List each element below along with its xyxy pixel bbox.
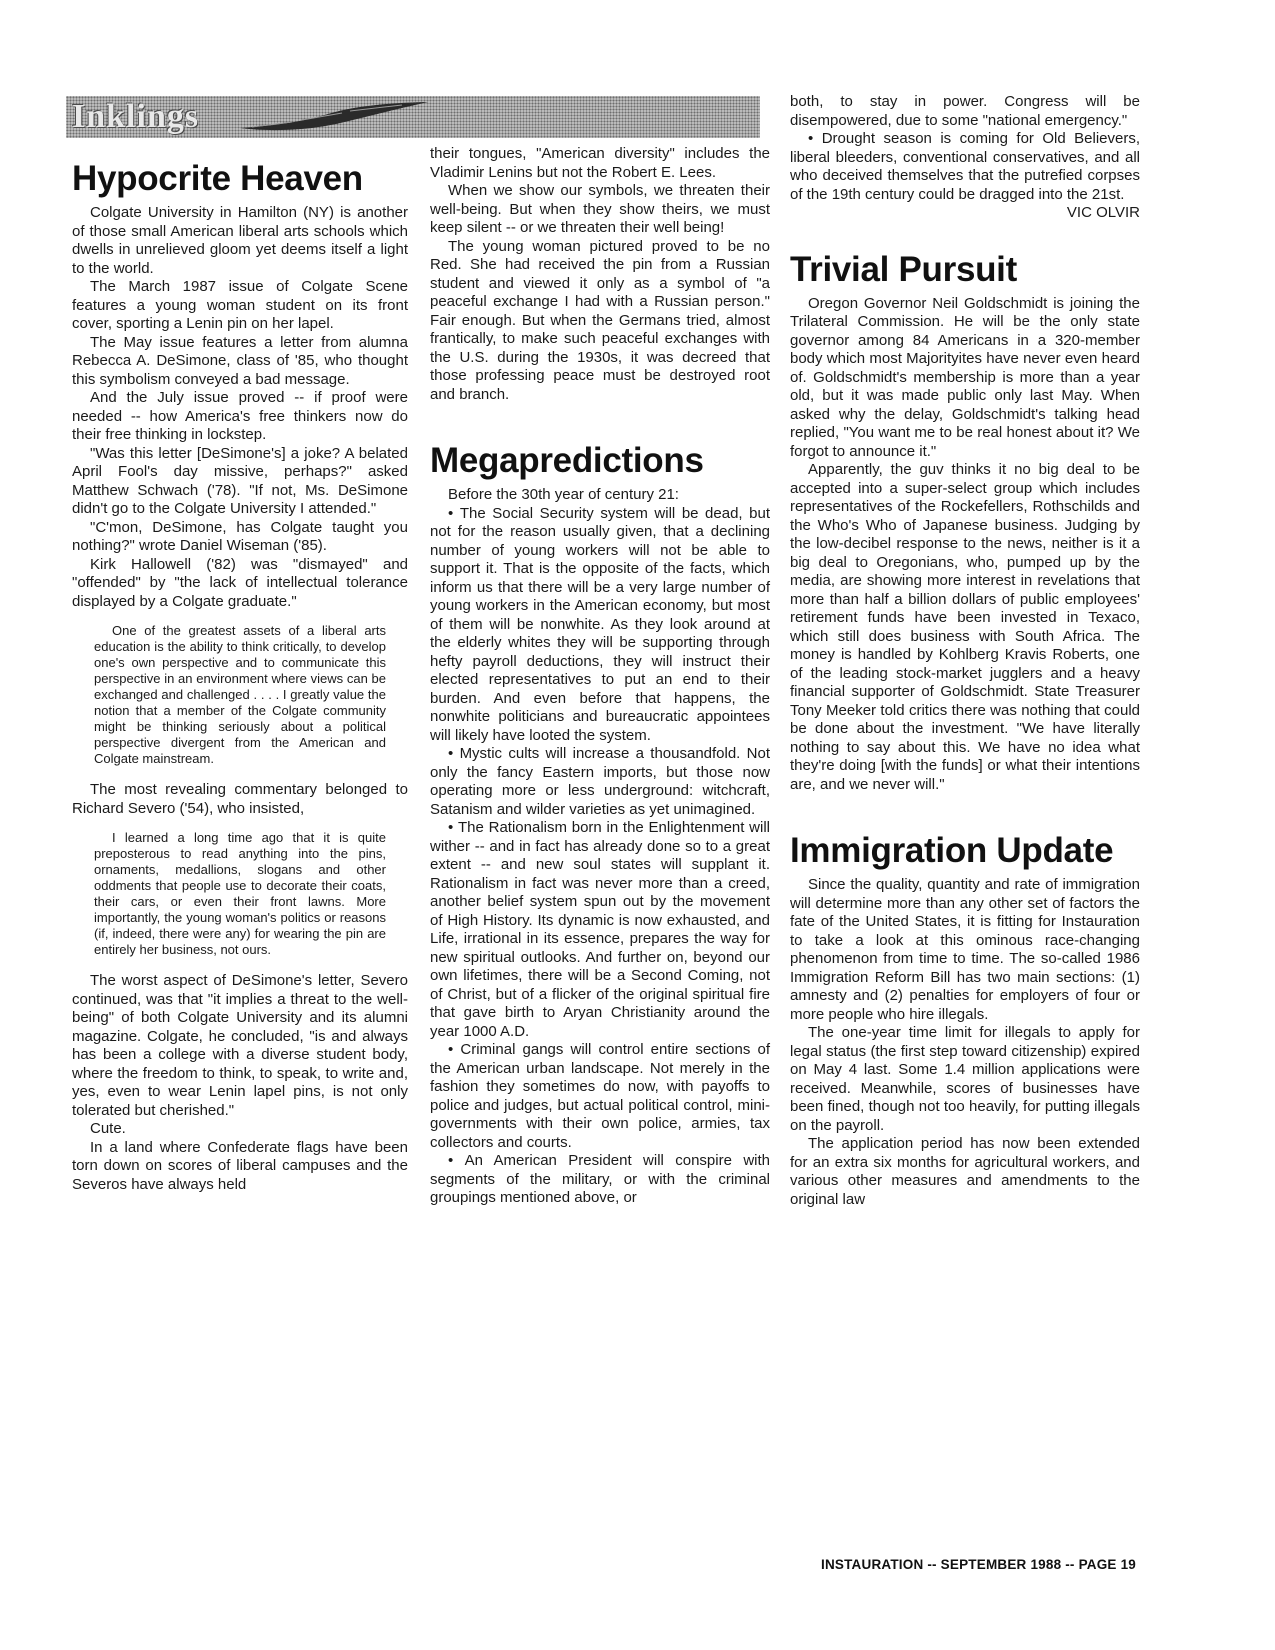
paragraph: "Was this letter [DeSimone's] a joke? A belated April Fool's day missive, perhaps?" asked Matthew Schwach ('78). "If not, Ms. DeSimone didn't go to the Colgate University I attended.": [72, 444, 408, 517]
paragraph: When we show our symbols, we threaten their well-being. But when they show theirs, we must keep silent -- or we threaten their well being!: [430, 182, 770, 236]
paragraph: "C'mon, DeSimone, has Colgate taught you nothing?" wrote Daniel Wiseman ('85).: [72, 518, 408, 554]
banner-label: Inklings: [72, 98, 200, 135]
bullet-paragraph: • The Rationalism born in the Enlightenment will wither -- and in fact has already done so to a great extent -- and new soul states will supplant it. Rationalism in fact was never more than a creed, another belief system spun out by the movement of High History. Its dynamic is now exhausted, and Life, irrational in its essence, prepares the way for new spiritual outlooks. And further on, beyond our own lifetimes, there will be a Second Coming, not of Christ, but of a flicker of the original spiritual fire that gave birth to Aryan Christianity around the year 1000 A.D.: [430, 819, 770, 1041]
article-title-trivial-pursuit: Trivial Pursuit: [790, 249, 1017, 289]
paragraph: The May issue features a letter from alumna Rebecca A. DeSimone, class of '85, who thought this symbolism conveyed a bad message.: [72, 333, 408, 388]
paragraph: The March 1987 issue of Colgate Scene features a young woman student on its front cover, sporting a Lenin pin on her lapel.: [72, 278, 408, 332]
bullet-paragraph: • Drought season is coming for Old Believers, liberal bleeders, conventional conservatives, and all who deceived themselves that the putrefied corpses of the 19th century could be dragged into the 21st.: [790, 130, 1140, 204]
paragraph: The most revealing commentary belonged to Richard Severo ('54), who insisted,: [72, 781, 408, 817]
section-banner: [66, 96, 760, 138]
paragraph: And the July issue proved -- if proof were needed -- how America's free thinkers now do their free thinking in lockstep.: [72, 389, 408, 443]
paragraph: Apparently, the guv thinks it no big deal to be accepted into a super-select group which includes representatives of the Rockefellers, Rothschilds and the Who's Who of Japanese business. Judging by the low-decibel response to the news, neither is it a big deal to Oregonians, who, pumped up by the media, are showing more interest in revelations that more than half a billion dollars of public employees' retirement funds have been invested in Texaco, which still does business with South Africa. The money is handled by Kohlberg Kravis Roberts, one of the leading stock-market jugglers and a heavy financial supporter of Goldschmidt. State Treasurer Tony Meeker told critics there was nothing that could be done about the investment. "We have literally nothing to say about this. We have no idea what they're doing [with the funds] or what their intentions are, and we never will.": [790, 461, 1140, 793]
article-title-hypocrite-heaven: Hypocrite Heaven: [72, 159, 363, 198]
bullet-paragraph: • The Social Security system will be dead, but not for the reason usually given, that a declining number of young workers will not be able to support it. That is the opposite of the facts, which inform us that there will be a very large number of young workers in the American economy, but most of them will be nonwhite. As they look around at the elderly whites they will be supporting through hefty payroll deductions, they will instruct their elected representatives to put an end to their burden. And even before that happens, the nonwhite politicians and bureaucratic appointees will likely have looted the system.: [430, 505, 770, 746]
author-signature: VIC OLVIR: [1066, 204, 1140, 221]
paragraph: The application period has now been extended for an extra six months for agricultural workers, and various other measures and amendments to the original law: [790, 1135, 1140, 1208]
bullet-paragraph: • Criminal gangs will control entire sections of the American urban landscape. Not merely in the fashion they sometimes do now, with payoffs to police and judges, but actual political control, mini-governments with their own police, armies, tax collectors and courts.: [430, 1041, 770, 1152]
paragraph: The worst aspect of DeSimone's letter, Severo continued, was that "it implies a threat to the well-being" of both Colgate University and its alumni magazine. Colgate, he concluded, "is and always has been a college with a diverse student body, where the freedom to think, to speak, to write and, yes, even to wear Lenin lapel pins, is not only tolerated but cherished.": [72, 972, 408, 1119]
paragraph: The one-year time limit for illegals to apply for legal status (the first step toward citizenship) expired on May 4 last. Some 1.4 million applications were received. Meanwhile, scores of businesses have been fined, though not too heavily, for putting illegals on the payroll.: [790, 1024, 1140, 1134]
paragraph: Kirk Hallowell ('82) was "dismayed" and "offended" by "the lack of intellectual tolerance displayed by a Colgate graduate.": [72, 555, 408, 610]
paragraph: Cute.: [90, 1120, 126, 1137]
quill-pen-icon: [232, 100, 432, 134]
column-2: [430, 145, 770, 1208]
paragraph: Oregon Governor Neil Goldschmidt is joining the Trilateral Commission. He will be the only state governor among 84 Americans in a 320-member body which most Majorityites have never even heard of. Goldschmidt's membership is more than a year old, but it was made public only last May. When asked why the delay, Goldschmidt's talking head replied, "You want me to be real honest about it? We forgot to announce it.": [790, 294, 1140, 460]
block-quote: I learned a long time ago that it is quite preposterous to read anything into the pins, ornaments, medallions, slogans and other oddments that people use to decorate their coats, their cars, or even their front lawns. More importantly, the young woman's politics or reasons (if, indeed, there were any) for wearing the pin are entirely her business, not ours.: [94, 830, 386, 957]
paragraph: In a land where Confederate flags have been torn down on scores of liberal campuses and the Severos have always held: [72, 1138, 408, 1193]
column-3: [790, 93, 1140, 1209]
bullet-paragraph: • An American President will conspire with segments of the military, or with the criminal groupings mentioned above, or: [430, 1152, 770, 1208]
paragraph: Before the 30th year of century 21:: [448, 486, 679, 503]
paragraph: Since the quality, quantity and rate of immigration will determine more than any other set of factors the fate of the United States, it is fitting for Instauration to take a look at this ominous race-changing phenomenon from time to time. The so-called 1986 Immigration Reform Bill has two main sections: (1) amnesty and (2) penalties for employers of four or more people who hire illegals.: [790, 876, 1140, 1023]
paragraph: Colgate University in Hamilton (NY) is another of those small American liberal arts schools which dwells in unrelieved gloom yet deems itself a light to the world.: [72, 204, 408, 277]
bullet-paragraph: • Mystic cults will increase a thousandfold. Not only the fancy Eastern imports, but those now operating more or less underground: witchcraft, Satanism and wilder varieties as yet unimagined.: [430, 745, 770, 819]
page-footer: INSTAURATION -- SEPTEMBER 1988 -- PAGE 19: [821, 1557, 1136, 1572]
article-title-immigration-update: Immigration Update: [790, 831, 1114, 870]
paragraph: both, to stay in power. Congress will be disempowered, due to some "national emergency.": [790, 93, 1140, 129]
article-title-megapredictions: Megapredictions: [430, 441, 704, 480]
block-quote: One of the greatest assets of a liberal arts education is the ability to think critically, to develop one's own perspective and to communicate this perspective in an environment where views can be exchanged and challenged . . . . I greatly value the notion that a member of the Colgate community might be thinking seriously about a political perspective divergent from the American and Colgate mainstream.: [94, 623, 386, 766]
column-1: [72, 160, 408, 1194]
paragraph: The young woman pictured proved to be no Red. She had received the pin from a Russian student and viewed it only as a symbol of "a peaceful exchange I had with a Russian person." Fair enough. But when the Germans tried, almost frantically, to make such peaceful exchanges with the U.S. during the 1930s, it was decreed that those professing peace must be destroyed root and branch.: [430, 237, 770, 403]
paragraph: their tongues, "American diversity" includes the Vladimir Lenins but not the Robert E. Lees.: [430, 145, 770, 181]
